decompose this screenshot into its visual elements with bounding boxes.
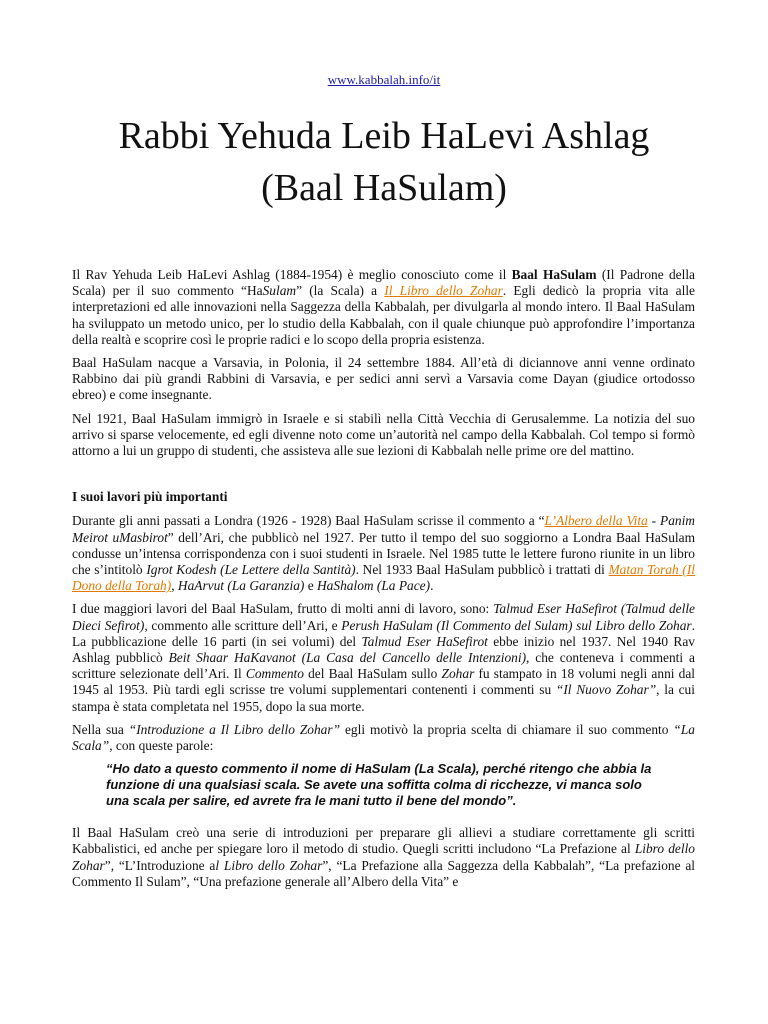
paragraph-introductions <box>72 825 695 890</box>
text: ” dell’Ari, che pubblicò nel 1927. Per tutto il tempo del suo soggiorno a Londra Baal HaSulam condusse un’intensa corrispondenza con i suoi studenti in Israele. Nel 1985 tutte le lettere furono riunite in un libro che s’intitolò <box>72 529 695 578</box>
italic-text: Talmud Eser HaSefirot (Talmud delle Dieci Sefirot) <box>72 601 695 633</box>
quote-block: “Ho dato a questo commento il nome di HaSulam (La Scala), perché ritengo che abbia la funzione di una qualsiasi scala. Se avete una soffitta colma di ricchezze, vi manca solo una scala per salire, ed avrete fra le mani tutto il bene del mondo”. <box>106 761 652 809</box>
italic-text: “Il Nuovo Zohar” <box>555 682 657 698</box>
italic-text: - Panim Meirot uMasbirot <box>72 513 695 545</box>
text: , che conteneva i commenti a scritture selezionate dell’Ari. Il <box>72 650 695 682</box>
italic-text: Beit Shaar HaKavanot (La Casa del Cancello delle Intenzioni) <box>168 650 527 666</box>
matan-torah-link[interactable]: Matan Torah (Il Dono della Torah) <box>72 562 696 594</box>
italic-text: “Introduzione a Il Libro dello Zohar” <box>128 721 341 737</box>
text: fu stampato in 18 volumi negli anni dal 1945 al 1953. Più tardi egli scrisse tre volumi supplementari contenenti i commenti su <box>72 666 695 698</box>
text: ebbe inizio nel 1937. Nel 1940 Rav Ashlag pubblicò <box>72 633 696 666</box>
title-line-1: Rabbi Yehuda Leib HaLevi Ashlag <box>118 115 650 157</box>
article-body <box>72 267 695 897</box>
text: (Il Padrone della Scala) per il suo commento “Ha <box>72 267 695 299</box>
bold-text: Baal HaSulam <box>511 267 597 282</box>
text: , con queste parole: <box>109 738 214 754</box>
text: egli motivò la propria scelta di chiamare il suo commento <box>340 721 674 737</box>
text: I due maggiori lavori del Baal HaSulam, frutto di molti anni di lavoro, sono: <box>72 601 494 617</box>
italic-text: l Libro dello Zohar <box>215 857 323 873</box>
paragraph-intro <box>72 267 695 348</box>
italic-text: Talmud Eser HaSefirot <box>361 633 488 649</box>
paragraph-london <box>72 513 695 594</box>
paragraph-major-works <box>72 601 695 714</box>
italic-text: HaArvut (La Garanzia) <box>177 578 305 594</box>
italic-text: HaShalom (La Pace) <box>317 578 431 594</box>
header-link-container <box>0 72 768 88</box>
text: . <box>430 578 434 594</box>
italic-text: Libro dello Zohar <box>72 841 695 873</box>
text: Il Rav Yehuda Leib HaLevi Ashlag (1884-1954) è meglio conosciuto come il <box>72 267 512 282</box>
text: Il Baal HaSulam creò una serie di introduzioni per preparare gli allievi a studiare correttamente gli scritti Kabbalistici, ed anche per spiegare loro il metodo di studio. Quegli scritti includono “La Prefazione al <box>72 825 695 857</box>
paragraph-israel: Nel 1921, Baal HaSulam immigrò in Israele e si stabilì nella Città Vecchia di Gerusalemme. La notizia del suo arrivo si sparse velocemente, ed egli divenne noto come un’autorità nel campo della Kabbalah. Col tempo si formò attorno a lui un gruppo di studenti, che assisteva alle sue lezioni di Kabbalah nelle prime ore del mattino. <box>72 410 695 459</box>
zohar-link[interactable]: Il Libro dello Zohar <box>384 283 503 299</box>
title-line-2: (Baal HaSulam) <box>261 167 507 209</box>
website-link[interactable]: www.kabbalah.info/it <box>327 72 441 87</box>
paragraph-introduction <box>72 722 695 754</box>
italic-text: Commento <box>245 666 304 682</box>
text: ”, “L’Introduzione a <box>104 857 216 873</box>
section-heading: I suoi lavori più importanti <box>72 489 228 505</box>
text: Durante gli anni passati a Londra (1926 - 1928) Baal HaSulam scrisse il commento a “ <box>72 513 545 529</box>
text: , la cui stampa è stata completata nel 1955, dopo la sua morte. <box>72 682 695 714</box>
paragraph-birth: Baal HaSulam nacque a Varsavia, in Polonia, il 24 settembre 1884. All’età di diciannove anni venne ordinato Rabbino dai più grandi Rabbini di Varsavia, e per sedici anni servì a Varsavia come Dayan (giudice ortodosso ebreo) e come insegnante. <box>72 355 695 403</box>
italic-text: Igrot Kodesh (Le Lettere della Santità) <box>146 562 356 578</box>
text: , commento alle scritture dell’Ari, e <box>144 617 342 633</box>
italic-text: Sulam <box>262 283 297 299</box>
text: ” (la Scala) a <box>296 283 385 299</box>
text: del Baal HaSulam sullo <box>303 666 442 682</box>
text: Nella sua <box>72 721 129 737</box>
text: . Nel 1933 Baal HaSulam pubblicò i trattati di <box>355 562 609 578</box>
tree-of-life-link[interactable]: L’Albero della Vita <box>544 513 648 529</box>
text: . Egli dedicò la propria vita alle interpretazioni ed alle innovazioni nella Saggezza della Kabbalah, per divulgarla al mondo intero. Il Baal HaSulam ha sviluppato un metodo unico, per lo studio della Kabbalah, con il quale chiunque può approfondire l’importanza della realtà e scoprire così le proprie radici e lo scopo della propria esistenza. <box>72 283 696 347</box>
text: e <box>304 578 318 594</box>
page-title <box>0 110 768 214</box>
italic-text: Zohar <box>441 666 475 682</box>
italic-text: “La Scala” <box>72 721 695 754</box>
text: ”, “La Prefazione alla Saggezza della Kabbalah”, “La prefazione al Commento Il Sulam”, “Una prefazione generale all’Albero della Vita” e <box>72 857 696 889</box>
text: . La pubblicazione delle 16 parti (in sei volumi) del <box>72 617 695 649</box>
text: , <box>171 578 178 594</box>
italic-text: Perush HaSulam (Il Commento del Sulam) sul Libro dello Zohar <box>341 617 692 633</box>
